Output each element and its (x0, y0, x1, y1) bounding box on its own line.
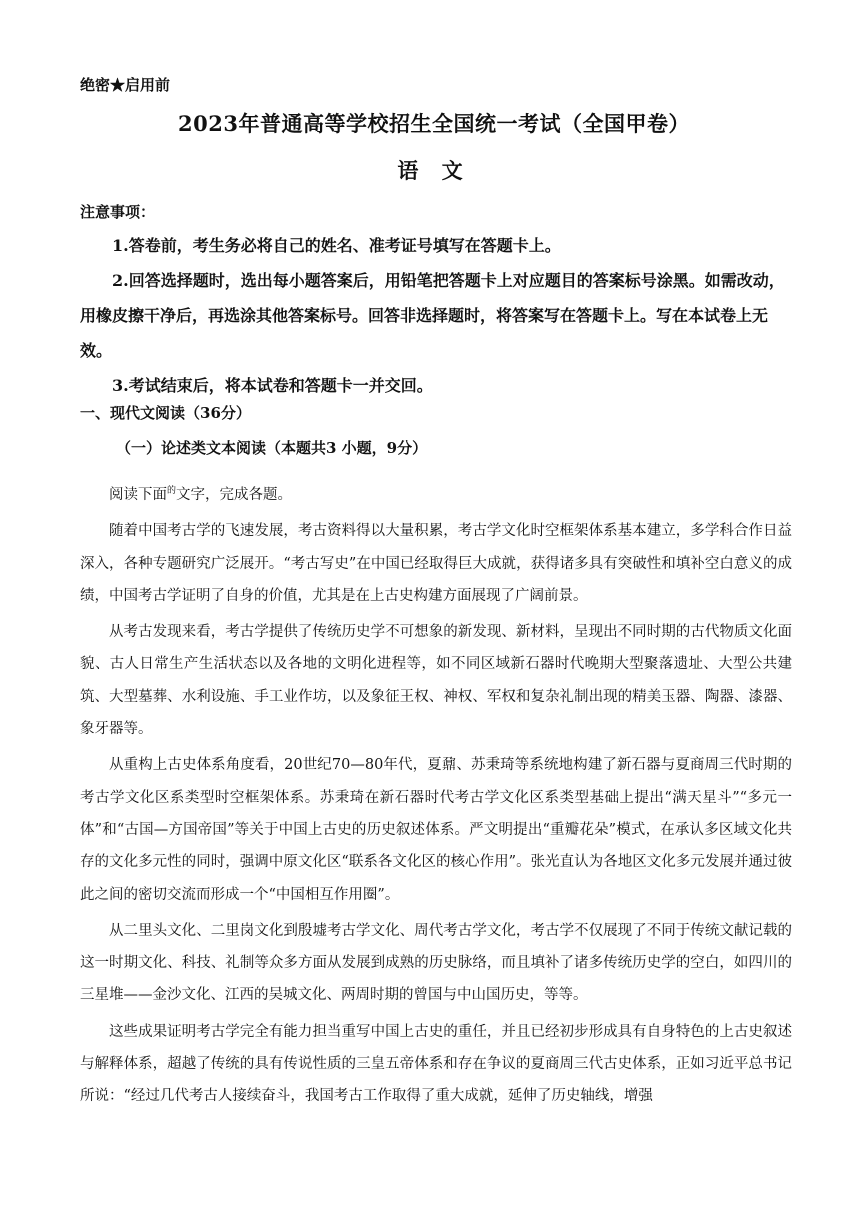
passage-paragraph: 从考古发现来看，考古学提供了传统历史学不可想象的新发现、新材料，呈现出不同时期的古代物质文化面貌、古人日常生产生活状态以及各地的文明化进程等，如不同区域新石器时代晚期大型聚落遗址、大型公共建筑、大型墓葬、水利设施、手工业作坊，以及象征王权、神权、军权和复杂礼制出现的精美玉器、陶器、漆器、象牙器等。 (80, 624, 792, 738)
subsection-heading: （一）论述类文本阅读（本题共3 小题，9分） (116, 439, 428, 457)
passage-paragraph: 这些成果证明考古学完全有能力担当重写中国上古史的重任，并且已经初步形成具有自身特色的上古史叙述与解释体系，超越了传统的具有传说性质的三皇五帝体系和存在争议的夏商周三代古史体系，正如习近平总书记所说：“经过几代考古人接续奋斗，我国考古工作取得了重大成就，延伸了历史轴线，增强 (80, 1023, 792, 1105)
reading-passage (80, 475, 792, 1113)
notice-heading: 注意事项： (80, 203, 156, 221)
passage-paragraph: 从重构上古史体系角度看，20世纪70—80年代，夏鼐、苏秉琦等系统地构建了新石器与夏商周三代时期的考古学文化区系类型时空框架体系。苏秉琦在新石器时代考古学文化区系类型基础上提出“满天星斗”“多元一体”和“古国—方国帝国”等关于中国上古史的历史叙述体系。严文明提出“重瓣花朵”模式，在承认多区域文化共存的文化多元性的同时，强调中原文化区“联系各文化区的核心作用”。张光直认为各地区文化多元发展并通过彼此之间的密切交流而形成一个“中国相互作用圈”。 (80, 757, 792, 903)
section-heading: 一、现代文阅读（36分） (80, 404, 251, 422)
confidential-label: 绝密★启用前 (80, 76, 171, 94)
reading-instruction: 阅读下面$^的$文字，完成各题。 (109, 486, 293, 503)
notice-item: 3.考试结束后，将本试卷和答题卡一并交回。 (112, 376, 433, 395)
passage-paragraph: 从二里头文化、二里岗文化到殷墟考古学文化、周代考古学文化，考古学不仅展现了不同于传统文献记载的这一时期文化、科技、礼制等众多方面从发展到成熟的历史脉络，而且填补了诸多传统历史学的空白，如四川的三星堆——金沙文化、江西的吴城文化、两周时期的曾国与中山国历史，等等。 (80, 922, 792, 1004)
notice-list (80, 228, 792, 403)
notice-item: 1.答卷前，考生务必将自己的姓名、准考证号填写在答题卡上。 (112, 236, 561, 255)
notice-item: 2.回答选择题时，选出每小题答案后，用铅笔把答题卡上对应题目的答案标号涂黑。如需改动，用橡皮擦干净后，再选涂其他答案标号。回答非选择题时，将答案写在答题卡上。写在本试卷上无效。 (80, 271, 785, 360)
subject-title: 语 文 (397, 158, 471, 183)
exam-title: 2023年普通高等学校招生全国统一考试（全国甲卷） (178, 111, 690, 136)
passage-paragraph: 随着中国考古学的飞速发展，考古资料得以大量积累，考古学文化时空框架体系基本建立，多学科合作日益深入，各种专题研究广泛展开。“考古写史”在中国已经取得巨大成就，获得诸多具有突破性和填补空白意义的成绩，中国考古学证明了自身的价值，尤其是在上古史构建方面展现了广阔前景。 (80, 523, 792, 604)
